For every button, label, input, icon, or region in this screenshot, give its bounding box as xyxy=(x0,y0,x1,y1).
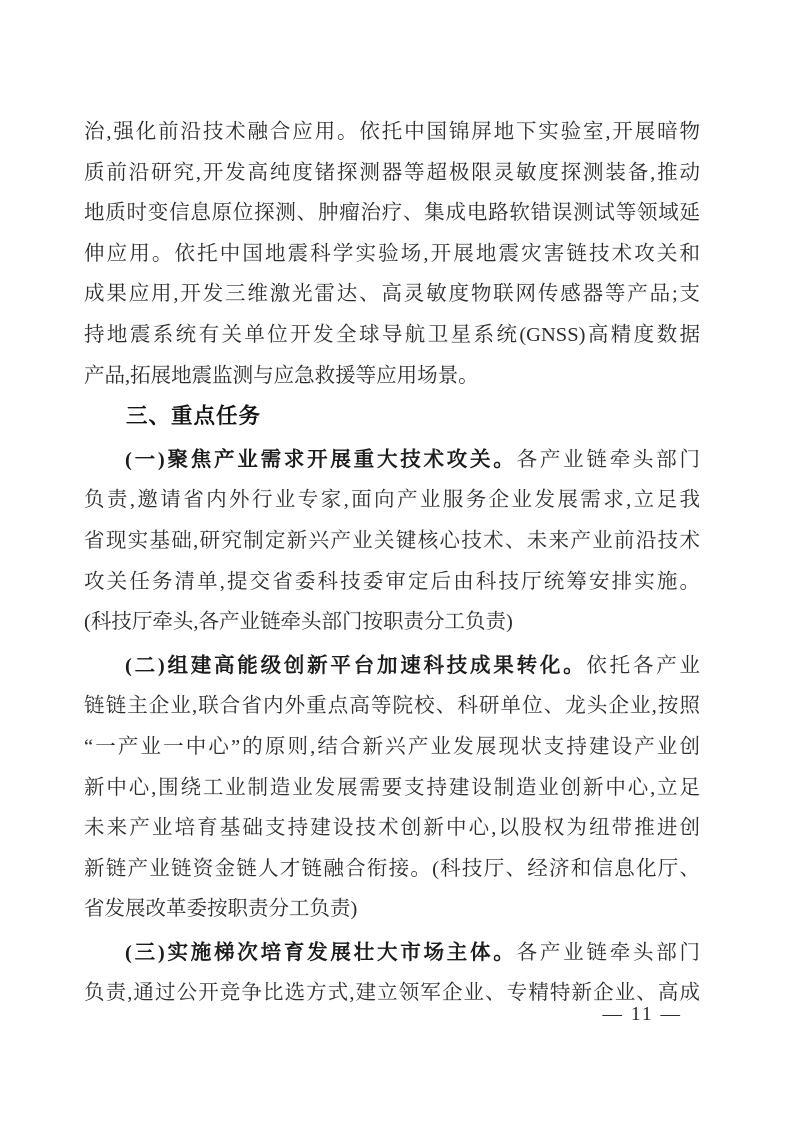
text-segment: 负责,邀请省内外行业专家,面向产业服务企业发展需求,立足我 xyxy=(84,489,700,512)
text-segment: 省现实基础,研究制定新兴产业关键核心技术、未来产业前沿技术 xyxy=(84,529,700,552)
text-line xyxy=(84,440,700,481)
text-segment: 各产业链牵头部门 xyxy=(516,941,701,964)
text-segment: 新链产业链资金链人才链融合衔接。(科技厅、经济和信息化厅、 xyxy=(84,857,700,880)
text-line xyxy=(84,849,700,890)
text-line xyxy=(84,112,700,153)
text-line xyxy=(84,193,700,234)
page-number: — 11 — xyxy=(602,1004,682,1025)
text-segment: 未来产业培育基础支持建设技术创新中心,以股权为纽带推进创 xyxy=(84,817,700,840)
text-line xyxy=(84,933,700,974)
text-line xyxy=(84,315,700,356)
text-segment: 质前沿研究,开发高纯度锗探测器等超极限灵敏度探测装备,推动 xyxy=(84,161,700,184)
document-body xyxy=(84,112,700,1014)
text-segment: 伸应用。依托中国地震科学实验场,开展地震灾害链技术攻关和 xyxy=(84,242,700,265)
text-line xyxy=(84,808,700,849)
bold-text-segment: (一)聚焦产业需求开展重大技术攻关。 xyxy=(125,448,517,471)
text-line xyxy=(84,480,700,521)
text-line xyxy=(84,768,700,809)
text-line xyxy=(84,234,700,275)
section-heading xyxy=(84,396,700,437)
text-segment: (科技厅牵头,各产业链牵头部门按职责分工负责) xyxy=(84,611,513,634)
text-line xyxy=(84,602,700,643)
text-segment: 治,强化前沿技术融合应用。依托中国锦屏地下实验室,开展暗物 xyxy=(84,121,700,143)
text-segment: 各产业链牵头部门 xyxy=(516,448,701,471)
text-line xyxy=(84,889,700,930)
text-line xyxy=(84,646,700,687)
text-line xyxy=(84,153,700,194)
text-segment: 成果应用,开发三维激光雷达、高灵敏度物联网传感器等产品;支 xyxy=(84,283,700,306)
bold-text-segment: 三、重点任务 xyxy=(126,404,262,429)
text-segment: 负责,通过公开竞争比选方式,建立领军企业、专精特新企业、高成 xyxy=(84,982,700,1005)
text-segment: 产品,拓展地震监测与应急救援等应用场景。 xyxy=(84,364,479,387)
bold-text-segment: (二)组建高能级创新平台加速科技成果转化。 xyxy=(125,654,587,677)
text-line xyxy=(84,356,700,397)
text-segment: 攻关任务清单,提交省委科技委审定后由科技厅统筹安排实施。 xyxy=(84,570,700,593)
text-segment: 持地震系统有关单位开发全球导航卫星系统(GNSS)高精度数据 xyxy=(84,323,700,346)
text-line xyxy=(84,274,700,315)
bold-text-segment: (三)实施梯次培育发展壮大市场主体。 xyxy=(125,941,517,964)
text-segment: 依托各产业 xyxy=(586,654,701,677)
text-segment: 链链主企业,联合省内外重点高等院校、科研单位、龙头企业,按照 xyxy=(84,695,700,718)
text-line xyxy=(84,562,700,603)
text-line xyxy=(84,686,700,727)
text-segment: 地质时变信息原位探测、肿瘤治疗、集成电路软错误测试等领域延 xyxy=(84,202,700,225)
text-segment: “一产业一中心”的原则,结合新兴产业发展现状支持建设产业创 xyxy=(84,735,700,758)
text-segment: 新中心,围绕工业制造业发展需要支持建设制造业创新中心,立足 xyxy=(84,776,700,799)
text-line xyxy=(84,521,700,562)
text-segment: 省发展改革委按职责分工负责) xyxy=(84,898,358,921)
text-line xyxy=(84,727,700,768)
